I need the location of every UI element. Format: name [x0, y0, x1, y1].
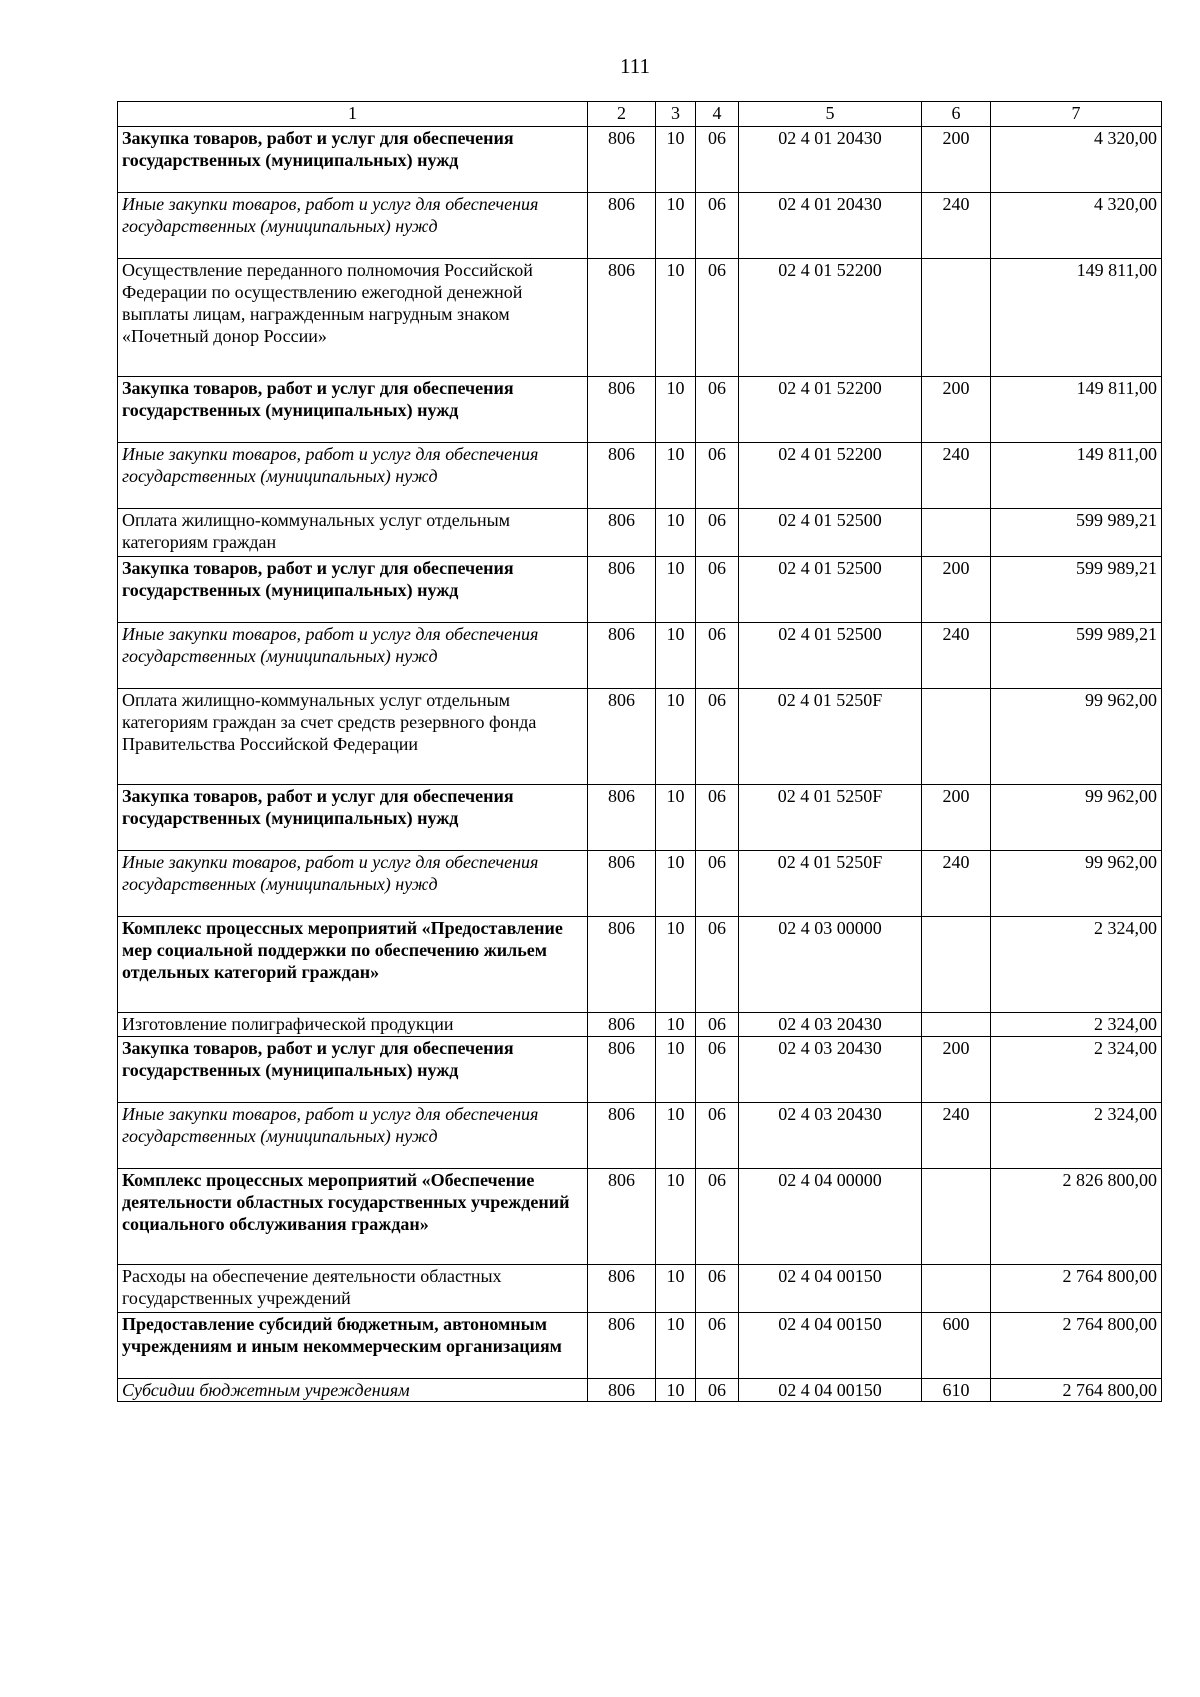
- code-cell: 806: [588, 509, 656, 557]
- subsection-cell: 06: [696, 509, 739, 557]
- row-name-cell: Расходы на обеспечение деятельности областных государственных учреждений: [118, 1265, 588, 1313]
- expense-type-cell: [922, 259, 991, 377]
- code-cell: 806: [588, 623, 656, 689]
- expense-type-cell: 200: [922, 127, 991, 193]
- expense-type-cell: [922, 917, 991, 1013]
- row-name-cell: Закупка товаров, работ и услуг для обеспечения государственных (муниципальных) нужд: [118, 785, 588, 851]
- row-name-cell: Иные закупки товаров, работ и услуг для обеспечения государственных (муниципальных) нужд: [118, 193, 588, 259]
- code-cell: 806: [588, 1013, 656, 1037]
- amount-cell: 599 989,21: [991, 623, 1162, 689]
- subsection-cell: 06: [696, 377, 739, 443]
- table-row: [118, 1103, 1162, 1169]
- expense-type-cell: 200: [922, 377, 991, 443]
- amount-cell: 99 962,00: [991, 689, 1162, 785]
- amount-cell: 149 811,00: [991, 259, 1162, 377]
- amount-cell: 2 324,00: [991, 1037, 1162, 1103]
- target-article-cell: 02 4 04 00150: [739, 1313, 922, 1379]
- expense-type-cell: [922, 689, 991, 785]
- expense-type-cell: 200: [922, 557, 991, 623]
- subsection-cell: 06: [696, 193, 739, 259]
- table-row: [118, 557, 1162, 623]
- table-row: [118, 259, 1162, 377]
- section-cell: 10: [656, 1103, 696, 1169]
- target-article-cell: 02 4 03 20430: [739, 1103, 922, 1169]
- table-row: [118, 785, 1162, 851]
- target-article-cell: 02 4 01 52200: [739, 443, 922, 509]
- subsection-cell: 06: [696, 917, 739, 1013]
- subsection-cell: 06: [696, 851, 739, 917]
- table-row: [118, 509, 1162, 557]
- code-cell: 806: [588, 1103, 656, 1169]
- target-article-cell: 02 4 03 00000: [739, 917, 922, 1013]
- code-cell: 806: [588, 127, 656, 193]
- expense-type-cell: 200: [922, 785, 991, 851]
- amount-cell: 2 324,00: [991, 1103, 1162, 1169]
- header-cell: 5: [739, 102, 922, 127]
- code-cell: 806: [588, 1313, 656, 1379]
- subsection-cell: 06: [696, 1013, 739, 1037]
- section-cell: 10: [656, 1265, 696, 1313]
- row-name-cell: Закупка товаров, работ и услуг для обеспечения государственных (муниципальных) нужд: [118, 377, 588, 443]
- table-row: [118, 1379, 1162, 1402]
- section-cell: 10: [656, 623, 696, 689]
- section-cell: 10: [656, 785, 696, 851]
- section-cell: 10: [656, 377, 696, 443]
- header-cell: 6: [922, 102, 991, 127]
- table-row: [118, 1037, 1162, 1103]
- expense-type-cell: [922, 1169, 991, 1265]
- header-cell: 3: [656, 102, 696, 127]
- code-cell: 806: [588, 1037, 656, 1103]
- code-cell: 806: [588, 1169, 656, 1265]
- code-cell: 806: [588, 851, 656, 917]
- amount-cell: 2 764 800,00: [991, 1379, 1162, 1402]
- header-cell: 2: [588, 102, 656, 127]
- row-name-cell: Закупка товаров, работ и услуг для обеспечения государственных (муниципальных) нужд: [118, 557, 588, 623]
- row-name-cell: Иные закупки товаров, работ и услуг для обеспечения государственных (муниципальных) нужд: [118, 443, 588, 509]
- header-row: [118, 102, 1162, 127]
- amount-cell: 2 764 800,00: [991, 1313, 1162, 1379]
- row-name-cell: Иные закупки товаров, работ и услуг для обеспечения государственных (муниципальных) нужд: [118, 1103, 588, 1169]
- target-article-cell: 02 4 01 52200: [739, 377, 922, 443]
- amount-cell: 99 962,00: [991, 851, 1162, 917]
- table-row: [118, 443, 1162, 509]
- target-article-cell: 02 4 04 00150: [739, 1265, 922, 1313]
- table-row: [118, 1265, 1162, 1313]
- table-row: [118, 377, 1162, 443]
- subsection-cell: 06: [696, 623, 739, 689]
- target-article-cell: 02 4 04 00000: [739, 1169, 922, 1265]
- header-cell: 1: [118, 102, 588, 127]
- subsection-cell: 06: [696, 1103, 739, 1169]
- header-cell: 4: [696, 102, 739, 127]
- table-row: [118, 917, 1162, 1013]
- table-row: [118, 127, 1162, 193]
- table-row: [118, 623, 1162, 689]
- amount-cell: 149 811,00: [991, 443, 1162, 509]
- amount-cell: 599 989,21: [991, 509, 1162, 557]
- target-article-cell: 02 4 03 20430: [739, 1013, 922, 1037]
- table-row: [118, 1169, 1162, 1265]
- table-row: [118, 851, 1162, 917]
- row-name-cell: Иные закупки товаров, работ и услуг для обеспечения государственных (муниципальных) нужд: [118, 851, 588, 917]
- section-cell: 10: [656, 1013, 696, 1037]
- target-article-cell: 02 4 01 52200: [739, 259, 922, 377]
- row-name-cell: Комплекс процессных мероприятий «Обеспечение деятельности областных государственных учреждений социального обслуживания граждан»: [118, 1169, 588, 1265]
- section-cell: 10: [656, 509, 696, 557]
- expense-type-cell: 240: [922, 851, 991, 917]
- amount-cell: 4 320,00: [991, 127, 1162, 193]
- section-cell: 10: [656, 1037, 696, 1103]
- code-cell: 806: [588, 443, 656, 509]
- subsection-cell: 06: [696, 557, 739, 623]
- row-name-cell: Закупка товаров, работ и услуг для обеспечения государственных (муниципальных) нужд: [118, 127, 588, 193]
- code-cell: 806: [588, 193, 656, 259]
- amount-cell: 4 320,00: [991, 193, 1162, 259]
- row-name-cell: Закупка товаров, работ и услуг для обеспечения государственных (муниципальных) нужд: [118, 1037, 588, 1103]
- row-name-cell: Субсидии бюджетным учреждениям: [118, 1379, 588, 1402]
- table-row: [118, 689, 1162, 785]
- code-cell: 806: [588, 259, 656, 377]
- section-cell: 10: [656, 127, 696, 193]
- row-name-cell: Изготовление полиграфической продукции: [118, 1013, 588, 1037]
- amount-cell: 599 989,21: [991, 557, 1162, 623]
- code-cell: 806: [588, 1265, 656, 1313]
- expense-type-cell: 240: [922, 1103, 991, 1169]
- subsection-cell: 06: [696, 259, 739, 377]
- section-cell: 10: [656, 443, 696, 509]
- section-cell: 10: [656, 917, 696, 1013]
- expense-type-cell: [922, 509, 991, 557]
- table-row: [118, 1013, 1162, 1037]
- code-cell: 806: [588, 377, 656, 443]
- amount-cell: 2 324,00: [991, 1013, 1162, 1037]
- section-cell: 10: [656, 851, 696, 917]
- subsection-cell: 06: [696, 127, 739, 193]
- table-row: [118, 193, 1162, 259]
- expense-type-cell: [922, 1013, 991, 1037]
- target-article-cell: 02 4 01 20430: [739, 127, 922, 193]
- section-cell: 10: [656, 689, 696, 785]
- target-article-cell: 02 4 03 20430: [739, 1037, 922, 1103]
- expense-type-cell: 240: [922, 193, 991, 259]
- row-name-cell: Оплата жилищно-коммунальных услуг отдельным категориям граждан: [118, 509, 588, 557]
- subsection-cell: 06: [696, 1169, 739, 1265]
- target-article-cell: 02 4 01 5250F: [739, 689, 922, 785]
- code-cell: 806: [588, 689, 656, 785]
- amount-cell: 2 826 800,00: [991, 1169, 1162, 1265]
- target-article-cell: 02 4 04 00150: [739, 1379, 922, 1402]
- row-name-cell: Иные закупки товаров, работ и услуг для обеспечения государственных (муниципальных) нужд: [118, 623, 588, 689]
- subsection-cell: 06: [696, 1313, 739, 1379]
- section-cell: 10: [656, 259, 696, 377]
- section-cell: 10: [656, 1313, 696, 1379]
- amount-cell: 99 962,00: [991, 785, 1162, 851]
- budget-table: [117, 101, 1162, 1402]
- code-cell: 806: [588, 557, 656, 623]
- subsection-cell: 06: [696, 689, 739, 785]
- expense-type-cell: 240: [922, 443, 991, 509]
- amount-cell: 2 764 800,00: [991, 1265, 1162, 1313]
- section-cell: 10: [656, 193, 696, 259]
- target-article-cell: 02 4 01 52500: [739, 557, 922, 623]
- row-name-cell: Предоставление субсидий бюджетным, автономным учреждениям и иным некоммерческим организациям: [118, 1313, 588, 1379]
- section-cell: 10: [656, 1379, 696, 1402]
- section-cell: 10: [656, 1169, 696, 1265]
- target-article-cell: 02 4 01 20430: [739, 193, 922, 259]
- expense-type-cell: 610: [922, 1379, 991, 1402]
- subsection-cell: 06: [696, 785, 739, 851]
- row-name-cell: Осуществление переданного полномочия Российской Федерации по осуществлению ежегодной денежной выплаты лицам, награжденным нагрудным знаком «Почетный донор России»: [118, 259, 588, 377]
- header-cell: 7: [991, 102, 1162, 127]
- amount-cell: 2 324,00: [991, 917, 1162, 1013]
- target-article-cell: 02 4 01 5250F: [739, 785, 922, 851]
- row-name-cell: Оплата жилищно-коммунальных услуг отдельным категориям граждан за счет средств резервного фонда Правительства Российской Федерации: [118, 689, 588, 785]
- code-cell: 806: [588, 785, 656, 851]
- subsection-cell: 06: [696, 443, 739, 509]
- code-cell: 806: [588, 1379, 656, 1402]
- subsection-cell: 06: [696, 1379, 739, 1402]
- row-name-cell: Комплекс процессных мероприятий «Предоставление мер социальной поддержки по обеспечению жильем отдельных категорий граждан»: [118, 917, 588, 1013]
- table-row: [118, 1313, 1162, 1379]
- expense-type-cell: 200: [922, 1037, 991, 1103]
- section-cell: 10: [656, 557, 696, 623]
- expense-type-cell: 240: [922, 623, 991, 689]
- page-number: 111: [620, 54, 650, 78]
- code-cell: 806: [588, 917, 656, 1013]
- amount-cell: 149 811,00: [991, 377, 1162, 443]
- subsection-cell: 06: [696, 1265, 739, 1313]
- expense-type-cell: [922, 1265, 991, 1313]
- expense-type-cell: 600: [922, 1313, 991, 1379]
- target-article-cell: 02 4 01 52500: [739, 623, 922, 689]
- target-article-cell: 02 4 01 52500: [739, 509, 922, 557]
- target-article-cell: 02 4 01 5250F: [739, 851, 922, 917]
- subsection-cell: 06: [696, 1037, 739, 1103]
